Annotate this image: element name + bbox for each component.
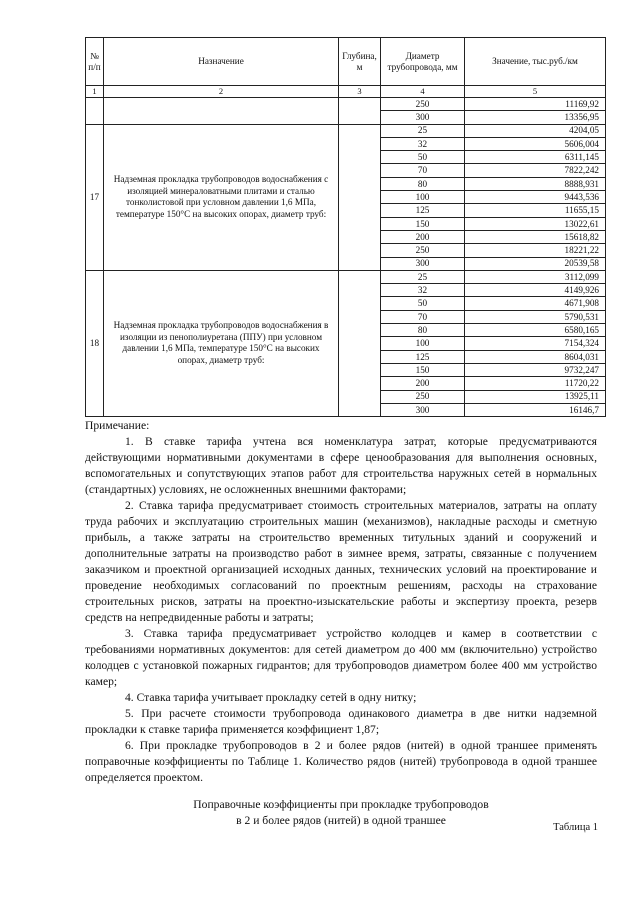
- diameter-cell: 125: [381, 204, 465, 217]
- value-cell: 7822,242: [465, 164, 606, 177]
- col-number: 4: [381, 86, 465, 98]
- value-cell: 13925,11: [465, 390, 606, 403]
- note-item: 2. Ставка тарифа предусматривает стоимость строительных материалов, затраты на оплату труда рабочих и эксплуатацию строительных машин (механизмов), накладные расходы и сметную прибыль, а также затраты на строительство временных титульных зданий и сооружений и дополнительные затраты на производство работ в зимнее время, затраты, связанные с получением заказчиком и проектной организацией исходных данных, технических условий на проектирование и проведение необходимых согласований по проектным решениям, расходы на страхование строительных рисков, затраты на проектно-изыскательские работы и экспертизу проекта, резерв средств на непредвиденные работы и затраты;: [85, 499, 597, 624]
- value-cell: 13356,95: [465, 111, 606, 124]
- diameter-cell: 200: [381, 230, 465, 243]
- diameter-cell: 32: [381, 137, 465, 150]
- notes-section: [85, 418, 597, 786]
- caption-line: Поправочные коэффициенты при прокладке трубопроводов: [193, 798, 489, 811]
- diameter-cell: 200: [381, 377, 465, 390]
- table-row: [86, 270, 606, 283]
- col-number: 3: [339, 86, 381, 98]
- value-cell: 20539,58: [465, 257, 606, 270]
- diameter-cell: 300: [381, 403, 465, 416]
- value-cell: 9443,536: [465, 191, 606, 204]
- lead-num: [86, 98, 104, 125]
- col-number: 1: [86, 86, 104, 98]
- table-header-row: [86, 38, 606, 86]
- table-caption: [85, 797, 597, 829]
- diameter-cell: 150: [381, 217, 465, 230]
- lead-depth: [339, 98, 381, 125]
- col-number: 5: [465, 86, 606, 98]
- lead-desc: [104, 98, 339, 125]
- header-num: № п/п: [86, 38, 104, 86]
- value-cell: 16146,7: [465, 403, 606, 416]
- note-item: 3. Ставка тарифа предусматривает устройство колодцев и камер в соответствии с требованиями нормативных документов: для сетей диаметром до 400 мм (включительно) устройство колодцев с установкой пожарных гидрантов; для трубопроводов диаметром более 400 мм устройство камер;: [85, 627, 597, 688]
- table-row: [86, 98, 606, 111]
- diameter-cell: 250: [381, 390, 465, 403]
- value-cell: 4149,926: [465, 284, 606, 297]
- table-label: Таблица 1: [553, 822, 598, 833]
- group-depth: [339, 124, 381, 270]
- diameter-cell: 250: [381, 244, 465, 257]
- value-cell: 6580,165: [465, 324, 606, 337]
- note-item: 4. Ставка тарифа учитывает прокладку сетей в одну нитку;: [125, 691, 417, 704]
- group-depth: [339, 270, 381, 416]
- value-cell: 4204,05: [465, 124, 606, 137]
- value-cell: 3112,099: [465, 270, 606, 283]
- col-number: 2: [104, 86, 339, 98]
- diameter-cell: 100: [381, 191, 465, 204]
- value-cell: 11655,15: [465, 204, 606, 217]
- group-description: Надземная прокладка трубопроводов водоснабжения в изоляции из пенополиуретана (ППУ) при условном давлении 1,6 МПа, температуре 150°С на высоких опорах, диаметр труб:: [104, 270, 339, 416]
- value-cell: 8604,031: [465, 350, 606, 363]
- diameter-cell: 300: [381, 111, 465, 124]
- tariff-table: [85, 37, 606, 417]
- value-cell: 11169,92: [465, 98, 606, 111]
- value-cell: 18221,22: [465, 244, 606, 257]
- table-row: [86, 124, 606, 137]
- diameter-cell: 50: [381, 151, 465, 164]
- group-number: 18: [86, 270, 104, 416]
- caption-line: в 2 и более рядов (нитей) в одной траншее: [236, 814, 446, 827]
- note-item: 6. При прокладке трубопроводов в 2 и более рядов (нитей) в одной траншее применять поправочные коэффициенты по Таблице 1. Количество рядов (нитей) трубопровода в одной траншее определяется проектом.: [85, 739, 597, 784]
- value-cell: 4671,908: [465, 297, 606, 310]
- diameter-cell: 150: [381, 363, 465, 376]
- note-item: 5. При расчете стоимости трубопровода одинакового диаметра в две нитки надземной прокладки к ставке тарифа применяется коэффициент 1,87;: [85, 707, 597, 736]
- value-cell: 8888,931: [465, 177, 606, 190]
- diameter-cell: 25: [381, 270, 465, 283]
- diameter-cell: 25: [381, 124, 465, 137]
- header-name: Назначение: [104, 38, 339, 86]
- value-cell: 7154,324: [465, 337, 606, 350]
- diameter-cell: 70: [381, 310, 465, 323]
- diameter-cell: 80: [381, 177, 465, 190]
- header-depth: Глубина, м: [339, 38, 381, 86]
- value-cell: 9732,247: [465, 363, 606, 376]
- group-number: 17: [86, 124, 104, 270]
- value-cell: 13022,61: [465, 217, 606, 230]
- table-body: [86, 86, 606, 417]
- diameter-cell: 50: [381, 297, 465, 310]
- value-cell: 15618,82: [465, 230, 606, 243]
- group-description: Надземная прокладка трубопроводов водоснабжения с изоляцией минераловатными плитами и сталью тонколистовой при условном давлении 1,6 МПа, температуре 150°С на высоких опорах, диаметр труб:: [104, 124, 339, 270]
- diameter-cell: 300: [381, 257, 465, 270]
- value-cell: 11720,22: [465, 377, 606, 390]
- diameter-cell: 32: [381, 284, 465, 297]
- value-cell: 6311,145: [465, 151, 606, 164]
- diameter-cell: 125: [381, 350, 465, 363]
- header-diameter: Диаметр трубопровода, мм: [381, 38, 465, 86]
- header-value: Значение, тыс.руб./км: [465, 38, 606, 86]
- diameter-cell: 250: [381, 98, 465, 111]
- column-number-row: [86, 86, 606, 98]
- value-cell: 5790,531: [465, 310, 606, 323]
- diameter-cell: 80: [381, 324, 465, 337]
- diameter-cell: 100: [381, 337, 465, 350]
- notes-title: Примечание:: [85, 419, 150, 432]
- diameter-cell: 70: [381, 164, 465, 177]
- value-cell: 5606,004: [465, 137, 606, 150]
- note-item: 1. В ставке тарифа учтена вся номенклатура затрат, которые предусматриваются действующими нормативными документами в сфере ценообразования для выполнения основных, вспомогательных и сопутствующих этапов работ для строительства наружных сетей в нормальных (стандартных) условиях, не осложненных внешними факторами;: [85, 435, 597, 496]
